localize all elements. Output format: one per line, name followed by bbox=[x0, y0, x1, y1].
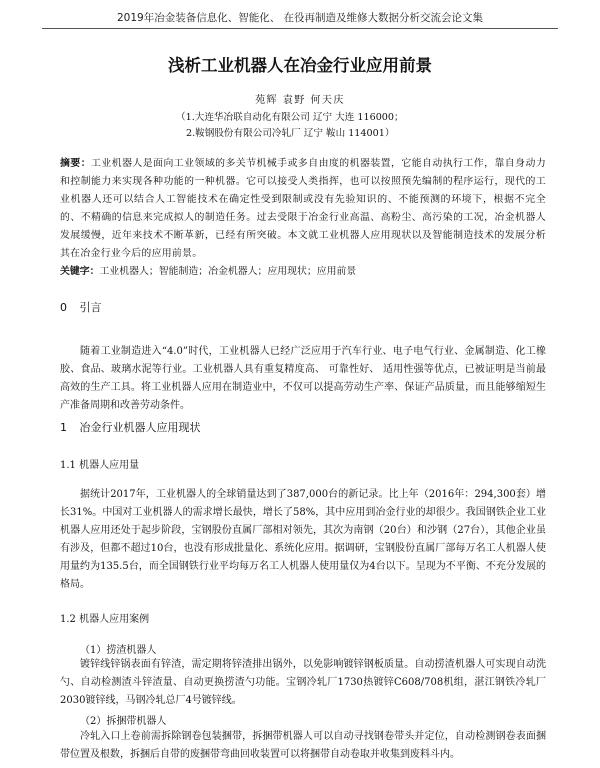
affiliation-1: （1.大连华冶联自动化有限公司 辽宁 大连 116000； bbox=[176, 112, 404, 123]
section-title: 冶金行业机器人应用现状 bbox=[79, 421, 201, 434]
section-number: 1 bbox=[60, 421, 67, 434]
running-header: 2019年冶金装备信息化、智能化、 在役再制造及维修大数据分析交流会论文集 bbox=[116, 12, 484, 24]
paper-title: 浅析工业机器人在冶金行业应用前景 bbox=[168, 56, 432, 75]
affiliation-2: 2.鞍钢股份有限公司冷轧厂 辽宁 鞍山 114001） bbox=[186, 128, 395, 139]
case-label-1: （1）捞渣机器人 bbox=[80, 645, 157, 656]
section-number: 0 bbox=[60, 301, 67, 314]
keywords bbox=[60, 263, 546, 281]
abstract-label: 摘要： bbox=[60, 158, 92, 169]
case-paragraph-2: 冷轧入口上卷前需拆除钢卷包装捆带，拆捆带机器人可以自动寻找钢卷带头并定位，自动检测钢卷表面捆带位置及根数，拆捆后自带的废捆带弯曲回收装置可以将捆带自动卷取并收集到废料斗内。 bbox=[60, 731, 546, 760]
keywords-label: 关键字： bbox=[60, 266, 100, 277]
authors: 苑辉 袁野 何天庆 bbox=[255, 95, 345, 106]
keywords-text: 工业机器人；智能制造；冶金机器人；应用现状；应用前景 bbox=[99, 266, 357, 277]
section-heading-1 bbox=[60, 419, 201, 435]
intro-paragraph: 随着工业制造进入“4.0”时代，工业机器人已经广泛应用于汽车行业、电子电气行业、金属制造、化工橡胶、食品、玻璃水泥等行业。工业机器人具有重复精度高、 可靠性好、 适用性强等优点，已被证明是当前最高效的生产工具。将工业机器人应用在制造业中，不仅可以提高劳动生产率、保证产品质量，而且能够缩短生产准备周期和改善劳动条件。 bbox=[60, 346, 546, 411]
subsection-heading-1-1: 1.1 机器人应用量 bbox=[60, 460, 140, 471]
subsection-1-1-paragraph: 据统计2017年，工业机器人的全球销量达到了387,000台的新记录。比上年（2016年：294,300套）增长31%。中国对工业机器人的需求增长最快，增长了58%，其中应用到冶金行业的却很少。我国钢铁企业工业机器人应用还处于起步阶段，宝钢股份直属厂部相对领先，其次为南钢（20台）和沙钢（27台），其他企业虽有涉及，但都不超过10台，也没有形成批量化、系统化应用。据调研，宝钢股份直属厂部每万名工人机器人使用量约为135.5台，而全国钢铁行业平均每万名工人机器人使用量仅为4台以下。呈现为不平衡、不充分发展的格局。 bbox=[60, 489, 546, 590]
abstract-text: 工业机器人是面向工业领域的多关节机械手或多自由度的机器装置，它能自动执行工作，靠自身动力和控制能力来实现各种功能的一种机器。它可以接受人类指挥，也可以按照预先编制的程序运行，现代的工业机器人还可以结合人工智能技术在确定性受到限制或没有先验知识的、不能预测的环境下，根据不完全的、不精确的信息来完成拟人的制造任务。过去受限于冶金行业高温、高粉尘、高污染的工况，冶金机器人发展缓慢，近年来技术不断革新，已经有所突破。本文就工业机器人应用现状以及智能制造技术的发展分析其在冶金行业今后的应用前景。 bbox=[60, 158, 547, 259]
abstract bbox=[60, 155, 546, 263]
section-title: 引言 bbox=[79, 301, 102, 314]
subsection-heading-1-2: 1.2 机器人应用案例 bbox=[60, 614, 150, 625]
case-label-2: （2）拆捆带机器人 bbox=[80, 716, 167, 727]
header-rule bbox=[42, 28, 558, 29]
section-heading-intro bbox=[60, 299, 102, 315]
case-paragraph-1: 镀锌线锌锅表面有锌渣，需定期将锌渣排出锅外，以免影响镀锌钢板质量。自动捞渣机器人可实现自动洗勺、自动检测渣斗锌渣量、自动更换捞渣勺功能。宝钢冷轧厂1730热镀锌C608/708机组，湛江钢铁冷轧厂2030镀锌线，马钢冷轧总厂4号镀锌线。 bbox=[60, 659, 546, 706]
